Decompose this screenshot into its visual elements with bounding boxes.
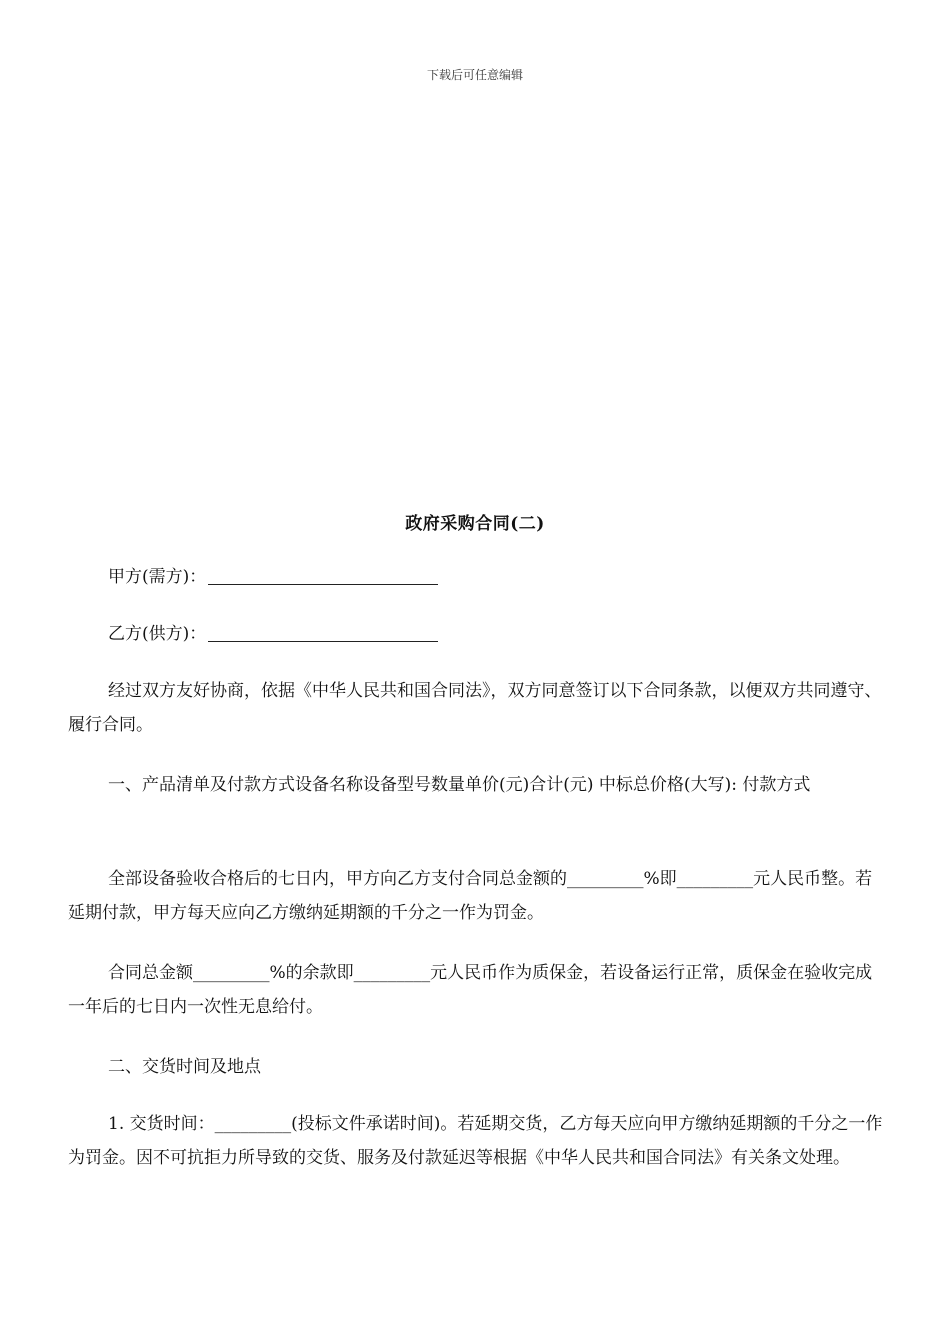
retention-paragraph: 合同总金额_________%的余款即_________元人民币作为质保金，若设备运行正常，质保金在验收完成一年后的七日内一次性无息给付。	[68, 963, 873, 1017]
party-b-line	[68, 617, 884, 651]
delivery-time-paragraph: 1. 交货时间：_________(投标文件承诺时间)。若延期交货，乙方每天应向甲方缴纳延期额的千分之一作为罚金。因不可抗拒力所导致的交货、服务及付款延迟等根据《中华人民共和国合同法》有关条文处理。	[68, 1114, 883, 1168]
party-a-label: 甲方(需方)：	[108, 567, 207, 587]
header-note: 下载后可任意编辑	[426, 68, 523, 82]
intro-paragraph: 经过双方友好协商，依据《中华人民共和国合同法》，双方同意签订以下合同条款，以便双方共同遵守、履行合同。	[68, 681, 882, 735]
party-a-blank[interactable]	[208, 566, 438, 585]
section1-paragraph: 一、产品清单及付款方式设备名称设备型号数量单价(元)合计(元) 中标总价格(大写): 付款方式	[108, 775, 811, 795]
section2-heading: 二、交货时间及地点	[108, 1057, 261, 1077]
party-b-label: 乙方(供方)：	[108, 624, 207, 644]
party-a-line	[68, 560, 884, 594]
document-title: 政府采购合同(二)	[405, 514, 545, 534]
party-b-blank[interactable]	[208, 623, 438, 642]
payment-paragraph: 全部设备验收合格后的七日内，甲方向乙方支付合同总金额的_________%即_________元人民币整。若延期付款，甲方每天应向乙方缴纳延期额的千分之一作为罚金。	[68, 869, 873, 923]
